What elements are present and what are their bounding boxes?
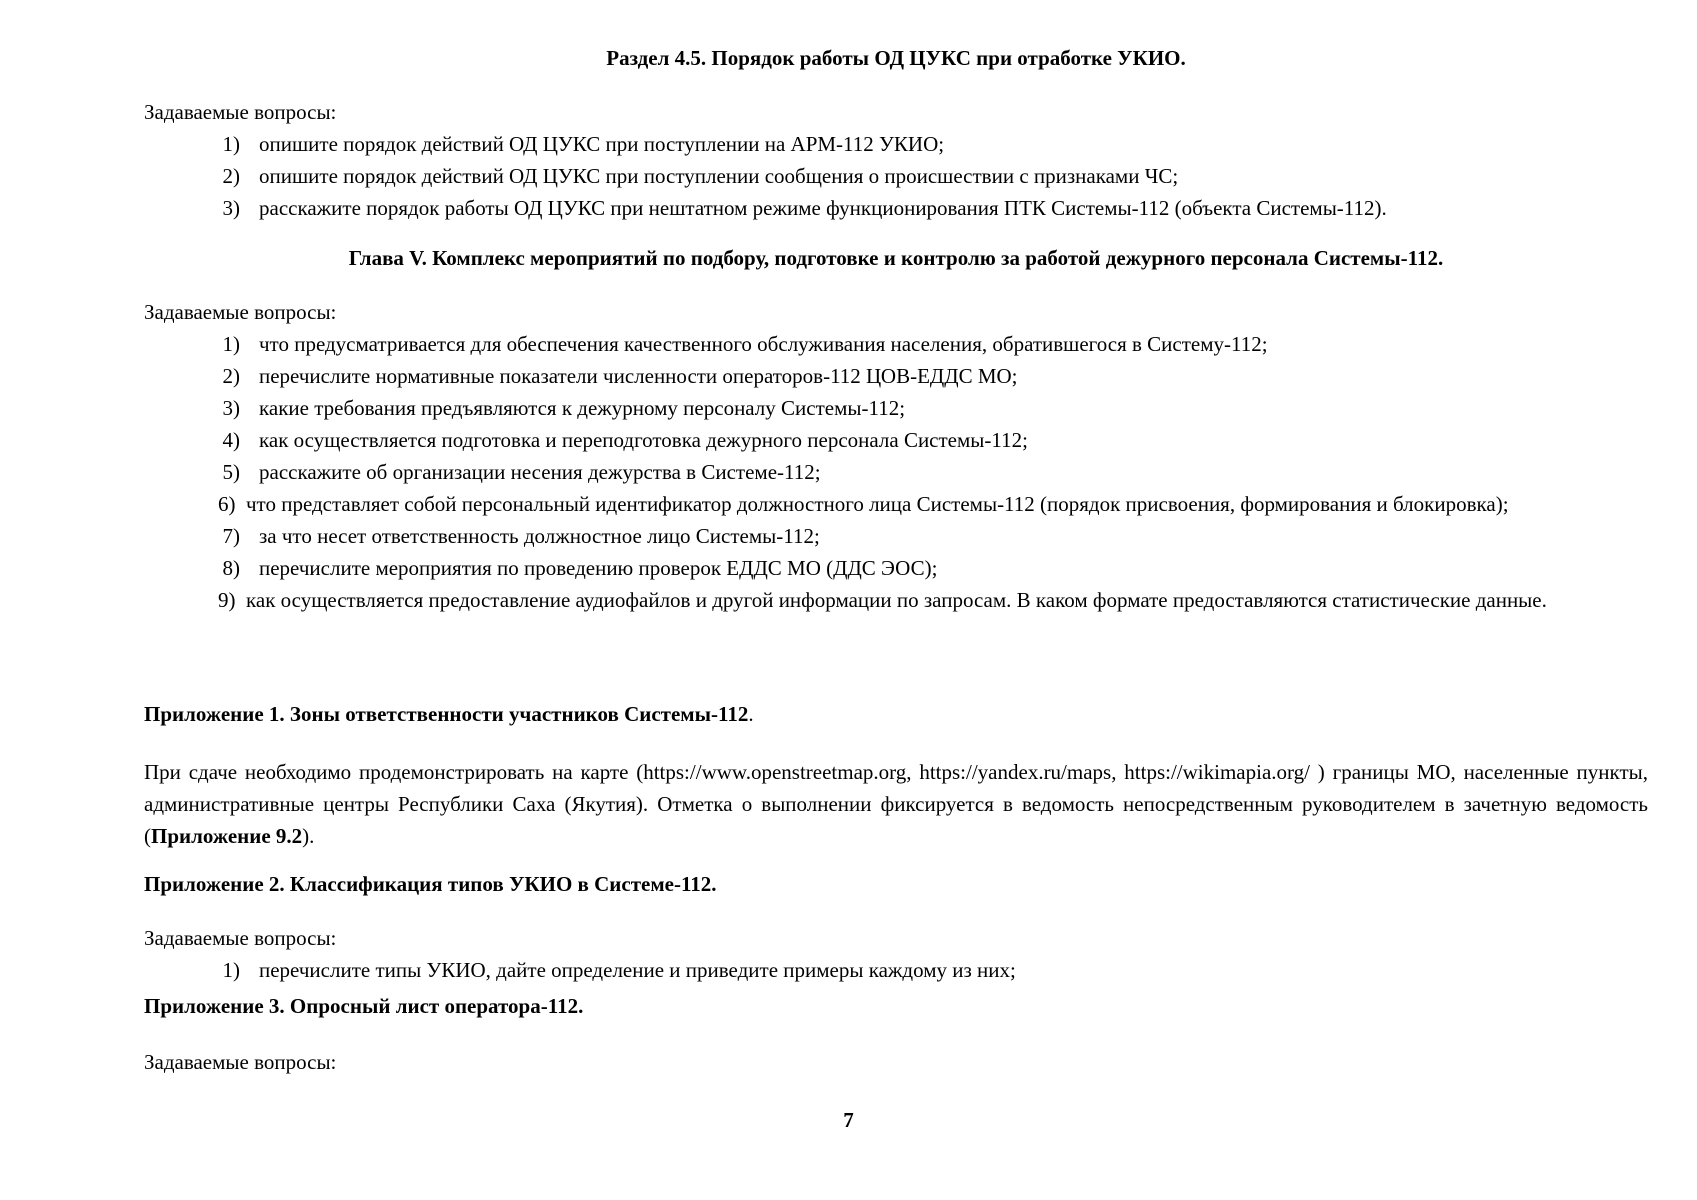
list-item-text: что представляет собой персональный идентификатор должностного лица Системы-112 (порядок присвоения, формирования и блокировка); [246,492,1509,516]
appendix-1-text: При сдаче необходимо продемонстрировать на карте (https://www.openstreetmap.org, https://yandex.ru/maps, https://wikimapia.org/ ) границы МО, населенные пункты, административные центры Республики Саха (Якутия). Отметка о выполнении фиксируется в ведомость непосредственным руководителем в зачетную ведомость ( [144,760,1648,848]
list-item [144,954,1648,986]
list-item-number: 6) [218,492,236,516]
questions-label: Задаваемые вопросы: [144,926,337,950]
appendix-1-title-text: Приложение 1. Зоны ответственности участников Системы-112 [144,702,749,726]
list-item-wrapped [144,584,1648,616]
list-item [144,552,1648,584]
list-item-text: как осуществляется подготовка и переподготовка дежурного персонала Системы-112; [259,428,1028,452]
appendix-3-title: Приложение 3. Опросный лист оператора-112. [144,994,584,1018]
chapter-5-questions [144,296,1648,616]
appendix-2-title: Приложение 2. Классификация типов УКИО в Системе-112. [144,872,717,896]
list-item [144,424,1648,456]
list-item-number: 8) [222,556,240,580]
list-item-number: 2) [222,364,240,388]
appendix-1-paragraph [144,756,1648,852]
list-item-text: перечислите нормативные показатели численности операторов-112 ЦОВ-ЕДДС МО; [259,364,1018,388]
list-item-text: перечислите типы УКИО, дайте определение и приведите примеры каждому из них; [259,958,1016,982]
list-item-text: за что несет ответственность должностное лицо Системы-112; [259,524,820,548]
list-item [144,520,1648,552]
list-item-text: опишите порядок действий ОД ЦУКС при поступлении на АРМ-112 УКИО; [259,132,945,156]
list-item-number: 5) [222,460,240,484]
list-item-number: 2) [222,164,240,188]
questions-label: Задаваемые вопросы: [144,100,337,124]
list-item [144,360,1648,392]
appendix-2-questions [144,922,1648,986]
appendix-3-questions-label: Задаваемые вопросы: [144,1050,337,1074]
chapter-5-title: Глава V. Комплекс мероприятий по подбору, подготовке и контролю за работой дежурного персонала Системы-112. [348,246,1444,270]
list-item-number: 9) [218,588,236,612]
list-item [144,392,1648,424]
list-item [144,192,1648,224]
list-item-number: 4) [222,428,240,452]
list-item-number: 1) [222,332,240,356]
list-item [144,328,1648,360]
appendix-1-reference: Приложение 9.2 [151,824,303,848]
list-item [144,456,1648,488]
appendix-1-title-dot: . [748,702,754,726]
list-item-number: 1) [222,132,240,156]
list-item-number: 3) [222,196,240,220]
list-item [144,128,1648,160]
list-item-text: как осуществляется предоставление аудиофайлов и другой информации по запросам. В каком формате предоставляются статистические данные. [246,588,1547,612]
list-item-number: 7) [222,524,240,548]
list-item-text: расскажите об организации несения дежурства в Системе-112; [259,460,821,484]
list-item-text: расскажите порядок работы ОД ЦУКС при нештатном режиме функционирования ПТК Системы-112 (объекта Системы-112). [259,196,1387,220]
list-item-number: 3) [222,396,240,420]
list-item-number: 1) [222,958,240,982]
section-4-5-questions [144,96,1648,224]
questions-label: Задаваемые вопросы: [144,300,337,324]
appendix-1-text-end: ). [302,824,315,848]
list-item-wrapped [144,488,1648,520]
list-item-text: перечислите мероприятия по проведению проверок ЕДДС МО (ДДС ЭОС); [259,556,938,580]
section-4-5-title: Раздел 4.5. Порядок работы ОД ЦУКС при отработке УКИО. [606,46,1186,70]
list-item-text: что предусматривается для обеспечения качественного обслуживания населения, обратившегося в Систему-112; [259,332,1268,356]
appendix-1-title [144,698,1648,730]
page-number: 7 [843,1108,854,1132]
list-item-text: опишите порядок действий ОД ЦУКС при поступлении сообщения о происшествии с признаками ЧС; [259,164,1179,188]
list-item-text: какие требования предъявляются к дежурному персоналу Системы-112; [259,396,906,420]
list-item [144,160,1648,192]
